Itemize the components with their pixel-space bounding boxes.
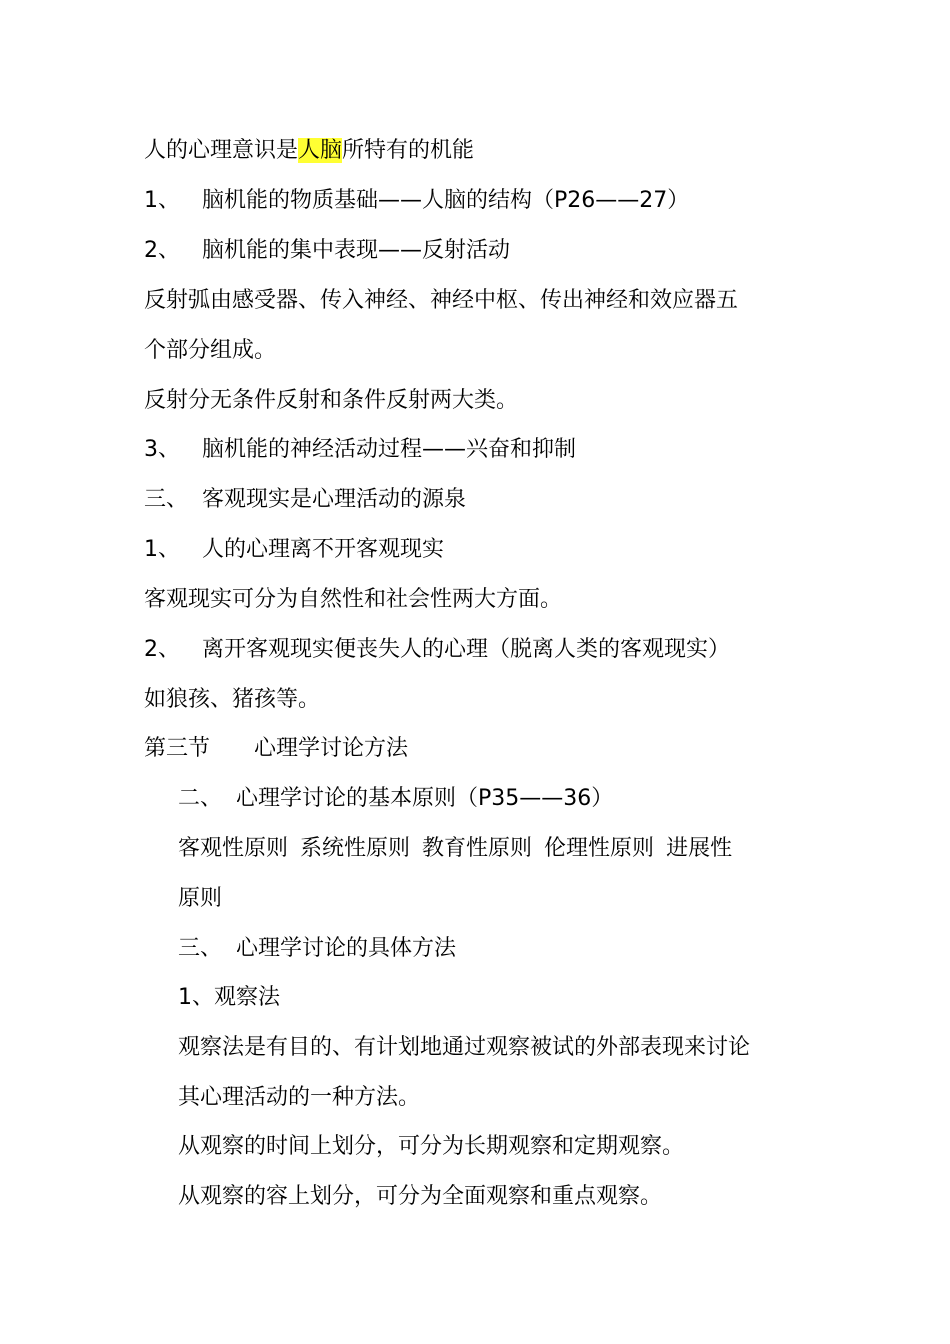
text-run: 人的心理意识是 — [144, 138, 299, 163]
principle-item: 进展性 — [666, 836, 733, 861]
item-text: 脑机能的神经活动过程——兴奋和抑制 — [202, 437, 577, 462]
item-number: 2、 — [144, 238, 180, 263]
subsection-heading — [178, 934, 456, 964]
paragraph-line — [178, 834, 732, 864]
item-text: 离开客观现实便丧失人的心理（脱离人类的客观现实） — [202, 637, 731, 662]
numbered-item — [144, 236, 510, 266]
item-number: 二、 — [178, 786, 223, 811]
paragraph-line: 其心理活动的一种方法。 — [178, 1085, 421, 1110]
paragraph-line: 反射弧由感受器、传入神经、神经中枢、传出神经和效应器五 — [144, 288, 739, 313]
section-heading — [144, 734, 408, 764]
item-text: 客观现实是心理活动的源泉 — [202, 487, 467, 512]
numbered-item — [144, 186, 689, 216]
item-text: 脑机能的物质基础——人脑的结构（P26——27） — [202, 188, 690, 213]
paragraph-line: 原则 — [178, 886, 223, 911]
principle-item: 伦理性原则 — [544, 836, 655, 861]
text-run: 所特有的机能 — [342, 138, 475, 163]
item-number: 三、 — [178, 936, 223, 961]
highlighted-text: 人脑 — [298, 138, 343, 163]
paragraph-line: 如狼孩、猪孩等。 — [144, 687, 321, 712]
principle-item: 教育性原则 — [422, 836, 533, 861]
section-title: 心理学讨论方法 — [254, 736, 409, 761]
item-text: 脑机能的集中表现——反射活动 — [202, 238, 511, 263]
paragraph-line: 观察法是有目的、有计划地通过观察被试的外部表现来讨论 — [178, 1035, 751, 1060]
paragraph-line: 个部分组成。 — [144, 338, 277, 363]
item-number: 1、 — [144, 537, 180, 562]
item-text: 人的心理离不开客观现实 — [202, 537, 445, 562]
paragraph-line: 反射分无条件反射和条件反射两大类。 — [144, 388, 519, 413]
item-number: 2、 — [144, 637, 180, 662]
item-number: 1、 — [144, 188, 180, 213]
section-number: 第三节 — [144, 736, 211, 761]
item-text: 心理学讨论的具体方法 — [236, 936, 457, 961]
paragraph-line: 客观现实可分为自然性和社会性两大方面。 — [144, 587, 563, 612]
paragraph-line — [144, 136, 474, 166]
item-text: 心理学讨论的基本原则（P35——36） — [236, 786, 614, 811]
paragraph-line: 1、观察法 — [178, 985, 280, 1010]
principle-item: 系统性原则 — [300, 836, 411, 861]
principle-item: 客观性原则 — [178, 836, 289, 861]
item-number: 三、 — [144, 487, 189, 512]
subsection-heading — [178, 784, 613, 814]
numbered-item — [144, 535, 444, 565]
section-heading — [144, 485, 466, 515]
paragraph-line: 从观察的时间上划分，可分为长期观察和定期观察。 — [178, 1134, 685, 1159]
numbered-item — [144, 435, 576, 465]
paragraph-line: 从观察的容上划分，可分为全面观察和重点观察。 — [178, 1184, 663, 1209]
item-number: 3、 — [144, 437, 180, 462]
numbered-item — [144, 635, 730, 665]
